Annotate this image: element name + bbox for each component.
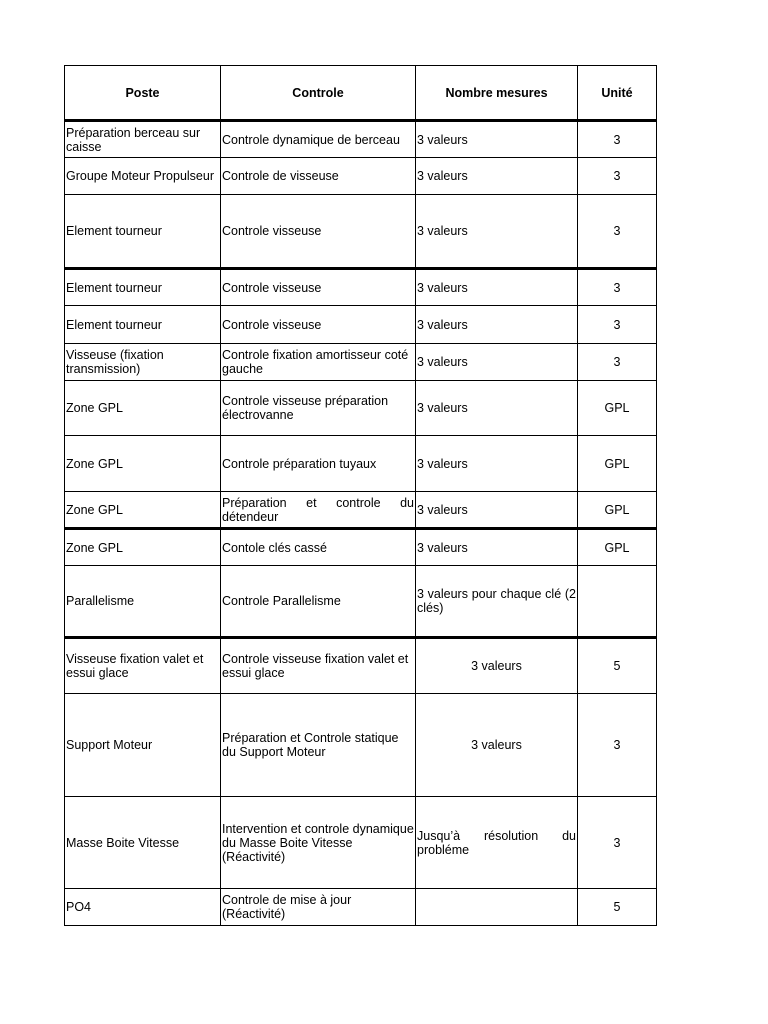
cell-poste: Element tourneur xyxy=(65,306,221,344)
measurement-table xyxy=(64,65,657,926)
cell-unite: 3 xyxy=(578,269,657,306)
cell-poste: Zone GPL xyxy=(65,436,221,492)
cell-poste: Element tourneur xyxy=(65,195,221,269)
cell-unite: GPL xyxy=(578,492,657,529)
cell-poste: Zone GPL xyxy=(65,529,221,566)
cell-poste: Parallelisme xyxy=(65,566,221,638)
cell-controle: Controle préparation tuyaux xyxy=(221,436,416,492)
cell-controle: Controle de visseuse xyxy=(221,158,416,195)
cell-unite: 3 xyxy=(578,797,657,889)
cell-controle: Controle dynamique de berceau xyxy=(221,121,416,158)
cell-unite: 5 xyxy=(578,889,657,926)
cell-unite: 5 xyxy=(578,638,657,694)
cell-controle: Préparation et controle du détendeur xyxy=(221,492,416,529)
header-poste: Poste xyxy=(65,66,221,121)
cell-unite: 3 xyxy=(578,306,657,344)
cell-nombre-mesures: 3 valeurs xyxy=(416,195,578,269)
cell-nombre-mesures: 3 valeurs xyxy=(416,306,578,344)
table-row xyxy=(65,269,657,306)
cell-controle: Controle visseuse xyxy=(221,306,416,344)
cell-controle: Controle visseuse fixation valet et essui glace xyxy=(221,638,416,694)
cell-controle: Controle visseuse xyxy=(221,195,416,269)
table-row xyxy=(65,566,657,638)
cell-poste: Zone GPL xyxy=(65,381,221,436)
cell-poste: Zone GPL xyxy=(65,492,221,529)
table-row xyxy=(65,797,657,889)
cell-controle: Controle Parallelisme xyxy=(221,566,416,638)
cell-nombre-mesures: 3 valeurs xyxy=(416,492,578,529)
cell-controle: Intervention et controle dynamique du Masse Boite Vitesse (Réactivité) xyxy=(221,797,416,889)
cell-unite: 3 xyxy=(578,694,657,797)
cell-unite: GPL xyxy=(578,529,657,566)
table-row xyxy=(65,195,657,269)
table-row xyxy=(65,381,657,436)
cell-unite: 3 xyxy=(578,158,657,195)
cell-nombre-mesures: 3 valeurs xyxy=(416,381,578,436)
cell-nombre-mesures: 3 valeurs xyxy=(416,529,578,566)
table-row xyxy=(65,492,657,529)
table-row xyxy=(65,306,657,344)
cell-nombre-mesures: Jusqu’à résolution du probléme xyxy=(416,797,578,889)
cell-poste: PO4 xyxy=(65,889,221,926)
cell-controle: Controle de mise à jour (Réactivité) xyxy=(221,889,416,926)
header-unite: Unité xyxy=(578,66,657,121)
cell-controle: Controle visseuse xyxy=(221,269,416,306)
cell-nombre-mesures: 3 valeurs pour chaque clé (2 clés) xyxy=(416,566,578,638)
table-row xyxy=(65,158,657,195)
cell-unite: 3 xyxy=(578,344,657,381)
cell-nombre-mesures: 3 valeurs xyxy=(416,344,578,381)
cell-nombre-mesures: 3 valeurs xyxy=(416,269,578,306)
header-controle: Controle xyxy=(221,66,416,121)
table-row xyxy=(65,121,657,158)
table-row xyxy=(65,889,657,926)
cell-poste: Support Moteur xyxy=(65,694,221,797)
table-row xyxy=(65,694,657,797)
cell-nombre-mesures: 3 valeurs xyxy=(416,694,578,797)
cell-controle: Contole clés cassé xyxy=(221,529,416,566)
cell-nombre-mesures: 3 valeurs xyxy=(416,436,578,492)
header-row xyxy=(65,66,657,121)
table-row xyxy=(65,344,657,381)
cell-poste: Groupe Moteur Propulseur xyxy=(65,158,221,195)
cell-unite: 3 xyxy=(578,195,657,269)
header-nombre-mesures: Nombre mesures xyxy=(416,66,578,121)
cell-nombre-mesures: 3 valeurs xyxy=(416,121,578,158)
cell-unite: GPL xyxy=(578,381,657,436)
cell-controle: Controle fixation amortisseur coté gauche xyxy=(221,344,416,381)
cell-poste: Element tourneur xyxy=(65,269,221,306)
cell-poste: Visseuse fixation valet et essui glace xyxy=(65,638,221,694)
cell-poste: Préparation berceau sur caisse xyxy=(65,121,221,158)
cell-unite xyxy=(578,566,657,638)
cell-controle: Controle visseuse préparation électrovanne xyxy=(221,381,416,436)
cell-unite: 3 xyxy=(578,121,657,158)
cell-controle: Préparation et Controle statique du Support Moteur xyxy=(221,694,416,797)
cell-unite: GPL xyxy=(578,436,657,492)
cell-nombre-mesures xyxy=(416,889,578,926)
cell-nombre-mesures: 3 valeurs xyxy=(416,638,578,694)
cell-nombre-mesures: 3 valeurs xyxy=(416,158,578,195)
cell-poste: Visseuse (fixation transmission) xyxy=(65,344,221,381)
table-row xyxy=(65,436,657,492)
table-row xyxy=(65,638,657,694)
table-row xyxy=(65,529,657,566)
cell-poste: Masse Boite Vitesse xyxy=(65,797,221,889)
